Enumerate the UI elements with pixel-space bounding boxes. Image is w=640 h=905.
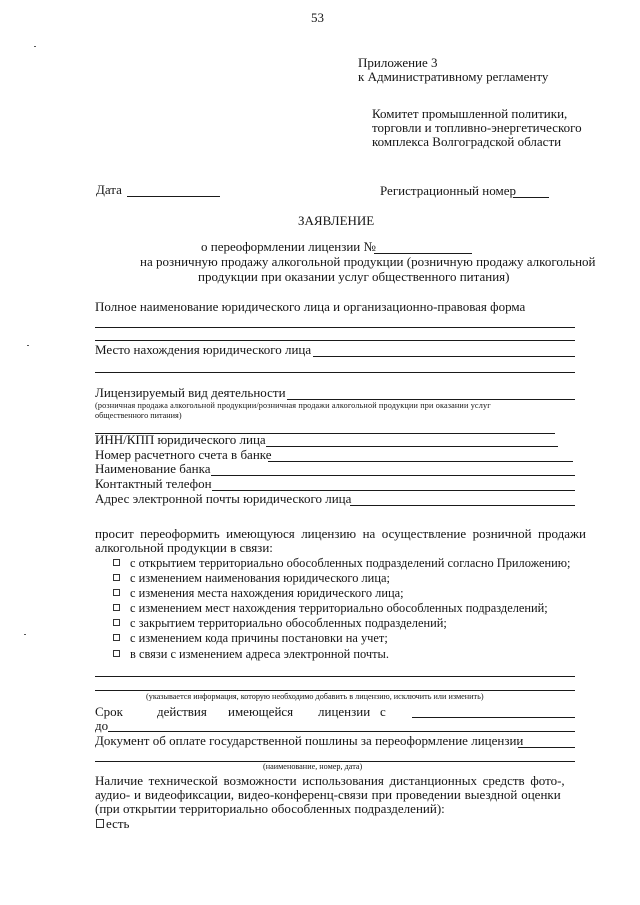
reason-label-1: с открытием территориально обособленных подразделений согласно Приложению;: [130, 556, 571, 570]
validity-word-5: с: [380, 704, 386, 719]
activity-note-line-1: (розничная продажа алкогольной продукции/розничная продажи алкогольной продукции при оказании услуг: [95, 401, 491, 410]
validity-to-field-line[interactable]: [108, 731, 575, 732]
full-name-label: Полное наименование юридического лица и организационно-правовая форма: [95, 299, 526, 314]
reg-number-field-line[interactable]: [513, 197, 549, 198]
payment-doc-note: (наименование, номер, дата): [263, 762, 363, 771]
bank-account-label: Номер расчетного счета в банке: [95, 447, 272, 462]
committee-line-1: Комитет промышленной политики,: [372, 106, 568, 121]
remote-line-3: (при открытии территориально обособленных подразделений):: [95, 801, 445, 816]
remote-line-2: аудио- и видеофиксации, видео-конференц-связи при проведении выездной оценки: [95, 787, 561, 802]
subtitle-line-2: на розничную продажу алкогольной продукции (розничную продажу алкогольной: [140, 254, 596, 269]
appendix-title: Приложение 3: [358, 55, 438, 70]
payment-doc-field-line[interactable]: [518, 747, 575, 748]
committee-line-2: торговли и топливно-энергетического: [372, 120, 582, 135]
inn-kpp-field-line[interactable]: [266, 446, 558, 447]
page-number: 53: [311, 10, 324, 25]
reason-checkbox-7[interactable]: [113, 650, 120, 657]
inn-kpp-label: ИНН/КПП юридического лица: [95, 432, 266, 447]
reason-label-4: с изменением мест нахождения территориально обособленных подразделений;: [130, 601, 548, 615]
committee-line-3: комплекса Волгоградской области: [372, 134, 562, 149]
reason-label-2: с изменением наименования юридического лица;: [130, 571, 390, 585]
validity-from-field-line[interactable]: [412, 717, 575, 718]
reason-checkbox-6[interactable]: [113, 634, 120, 641]
date-label: Дата: [96, 182, 122, 197]
scan-speck: [24, 634, 26, 635]
bank-name-field-line[interactable]: [211, 475, 575, 476]
email-field-line[interactable]: [350, 505, 575, 506]
reason-label-7: в связи с изменением адреса электронной почты.: [130, 647, 389, 661]
info-note: (указывается информация, которую необходимо добавить в лицензию, исключить или изменить): [146, 692, 484, 701]
reason-checkbox-1[interactable]: [113, 559, 120, 566]
activity-field-line[interactable]: [287, 399, 575, 400]
reason-checkbox-2[interactable]: [113, 574, 120, 581]
validity-word-3: имеющейся: [228, 704, 294, 719]
reason-label-6: с изменением кода причины постановки на учет;: [130, 631, 388, 645]
request-line-1: просит переоформить имеющуюся лицензию на осуществление розничной продажи: [95, 526, 586, 541]
bank-name-label: Наименование банка: [95, 461, 211, 476]
form-title: ЗАЯВЛЕНИЕ: [298, 213, 375, 228]
full-name-line-1[interactable]: [95, 327, 575, 328]
reason-checkbox-3[interactable]: [113, 589, 120, 596]
reason-label-5: с закрытием территориально обособленных подразделений;: [130, 616, 447, 630]
email-label: Адрес электронной почты юридического лица: [95, 491, 352, 506]
validity-word-4: лицензии: [318, 704, 371, 719]
activity-label: Лицензируемый вид деятельности: [95, 385, 286, 400]
validity-word-2: действия: [157, 704, 207, 719]
request-line-2: алкогольной продукции в связи:: [95, 540, 273, 555]
validity-word-1: Срок: [95, 704, 123, 719]
appendix-subtitle: к Административному регламенту: [358, 69, 549, 84]
option-yes-label: есть: [106, 816, 130, 831]
validity-to-label: до: [95, 718, 109, 733]
location-line-2[interactable]: [95, 372, 575, 373]
reason-checkbox-4[interactable]: [113, 604, 120, 611]
full-name-line-2[interactable]: [95, 340, 575, 341]
bank-account-field-line[interactable]: [268, 461, 573, 462]
scan-speck: [34, 46, 36, 47]
reg-number-label: Регистрационный номер: [380, 183, 516, 198]
subtitle-line-1: о переоформлении лицензии №: [201, 239, 376, 254]
payment-doc-label: Документ об оплате государственной пошлины за переоформление лицензии: [95, 733, 524, 748]
date-field-line[interactable]: [127, 196, 220, 197]
activity-note-line-2: общественного питания): [95, 411, 182, 420]
reason-label-3: с изменения места нахождения юридического лица;: [130, 586, 404, 600]
info-line-2[interactable]: [95, 690, 575, 691]
info-line-1[interactable]: [95, 676, 575, 677]
location-field-line[interactable]: [313, 356, 575, 357]
remote-line-1: Наличие технической возможности использования дистанционных средств фото-,: [95, 773, 565, 788]
location-label: Место нахождения юридического лица: [95, 342, 312, 357]
reason-checkbox-5[interactable]: [113, 619, 120, 626]
option-yes-checkbox[interactable]: [96, 819, 104, 828]
subtitle-line-3: продукции при оказании услуг общественного питания): [198, 269, 510, 284]
scan-speck: [27, 345, 29, 346]
phone-label: Контактный телефон: [95, 476, 212, 491]
